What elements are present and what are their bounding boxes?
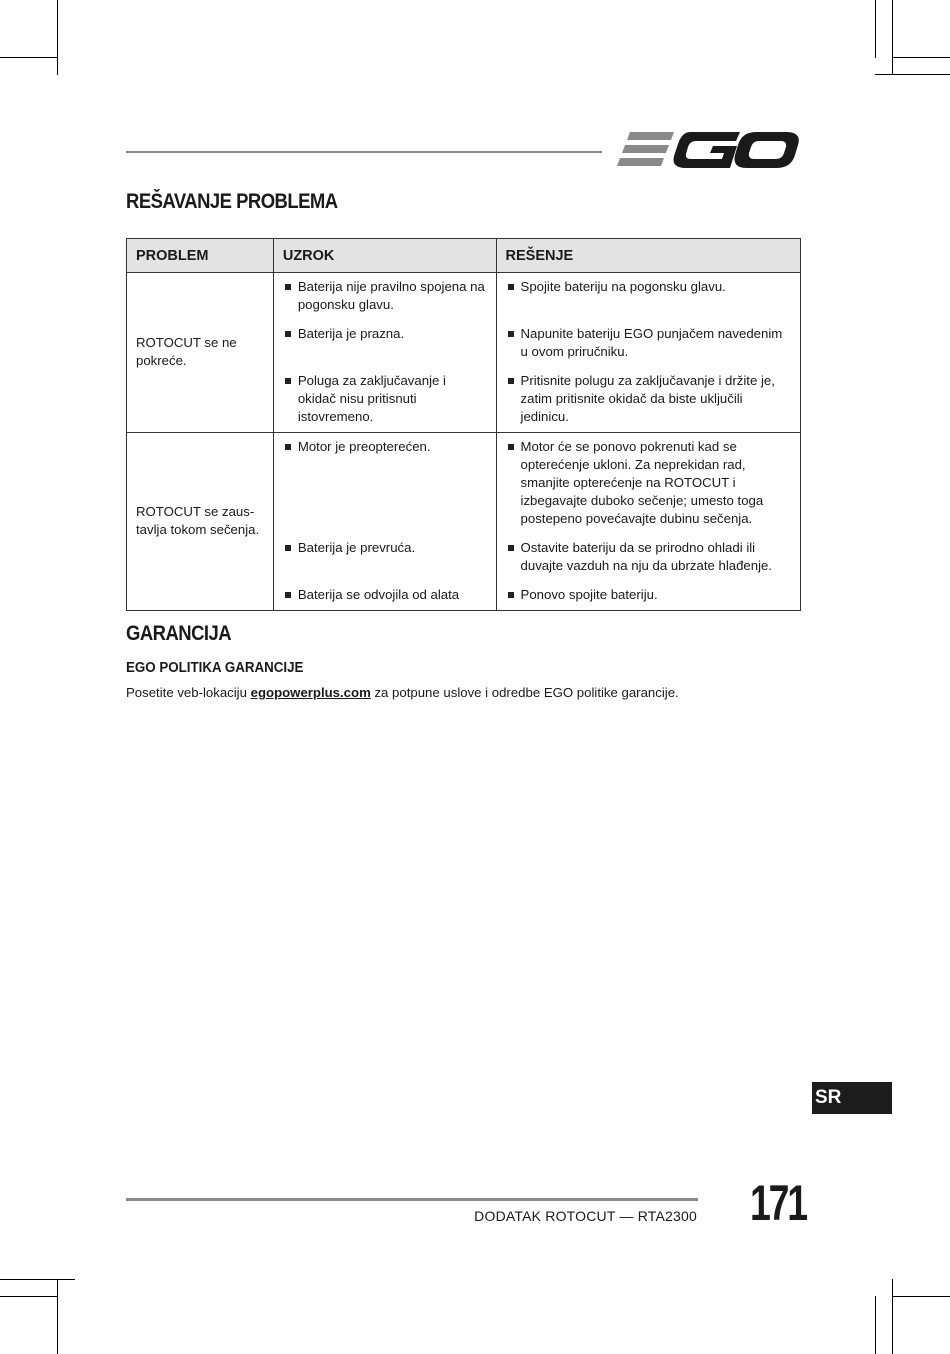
crop-mark [875, 0, 876, 58]
ego-logo [616, 128, 802, 172]
table-row [127, 273, 801, 321]
solution-cell [496, 581, 800, 611]
cause-text: Baterija se odvojila od alata [282, 586, 488, 604]
header-problem: PROBLEM [127, 239, 274, 273]
solution-cell [496, 273, 800, 321]
solution-text: Pritisnite polugu za zaključavanje i držite je, zatim pritisnite okidač da biste uključili jedinicu. [505, 372, 792, 426]
crop-mark [57, 0, 58, 75]
solution-cell [496, 433, 800, 535]
cause-cell [273, 433, 496, 535]
solution-text: Spojite bateriju na pogonsku glavu. [505, 278, 792, 296]
crop-mark [875, 1296, 876, 1354]
cause-text: Baterija nije pravilno spojena na pogonsku glavu. [282, 278, 488, 314]
warranty-heading: GARANCIJA [126, 622, 232, 645]
crop-mark [0, 57, 58, 58]
solution-cell [496, 367, 800, 433]
crop-mark [0, 1296, 58, 1297]
cause-text: Baterija je prazna. [282, 325, 488, 343]
page-title: REŠAVANJE PROBLEMA [126, 190, 338, 213]
solution-cell [496, 534, 800, 581]
language-tab: SR [812, 1082, 892, 1114]
cause-cell [273, 320, 496, 367]
cause-cell [273, 273, 496, 321]
header-rule [126, 151, 602, 153]
crop-mark [892, 57, 950, 58]
solution-text: Napunite bateriju EGO punjačem navedenim u ovom priručniku. [505, 325, 792, 361]
solution-cell [496, 320, 800, 367]
cause-text: Poluga za zaključavanje i okidač nisu pritisnuti istovremeno. [282, 372, 488, 426]
footer-text: DODATAK ROTOCUT — RTA2300 [474, 1208, 697, 1224]
cause-cell [273, 581, 496, 611]
crop-mark [892, 0, 893, 75]
crop-mark [892, 1296, 950, 1297]
cause-text: Baterija je prevruća. [282, 539, 488, 557]
table-row [127, 433, 801, 535]
cause-cell [273, 367, 496, 433]
crop-mark [0, 1279, 75, 1280]
troubleshooting-table [126, 238, 801, 611]
solution-text: Ostavite bateriju da se prirodno ohladi ili duvajte vazduh na nju da ubrzate hlađenje. [505, 539, 792, 575]
header-cause: UZROK [273, 239, 496, 273]
crop-mark [892, 1279, 893, 1354]
crop-mark [57, 1279, 58, 1354]
warranty-text [126, 685, 679, 700]
cause-cell [273, 534, 496, 581]
table-header-row [127, 239, 801, 273]
footer-rule [126, 1198, 698, 1201]
warranty-text-before: Posetite veb-lokaciju [126, 685, 251, 700]
header-solution: REŠENJE [496, 239, 800, 273]
cause-text: Motor je preopterećen. [282, 438, 488, 456]
solution-text: Ponovo spojite bateriju. [505, 586, 792, 604]
problem-cell: ROTOCUT se zaus-tavlja tokom sečenja. [127, 433, 274, 611]
crop-mark [875, 74, 950, 75]
warranty-subheading: EGO POLITIKA GARANCIJE [126, 660, 304, 676]
warranty-link[interactable]: egopowerplus.com [250, 685, 371, 700]
warranty-text-after: za potpune uslove i odredbe EGO politike garancije. [370, 685, 679, 700]
problem-cell: ROTOCUT se ne pokreće. [127, 273, 274, 433]
solution-text: Motor će se ponovo pokrenuti kad se opterećenje ukloni. Za neprekidan rad, smanjite opterećenje na ROTOCUT i izbegavajte duboko sečenje; umesto toga postepeno povećavajte dubinu sečenja. [505, 438, 792, 528]
page-number: 171 [750, 1175, 806, 1231]
